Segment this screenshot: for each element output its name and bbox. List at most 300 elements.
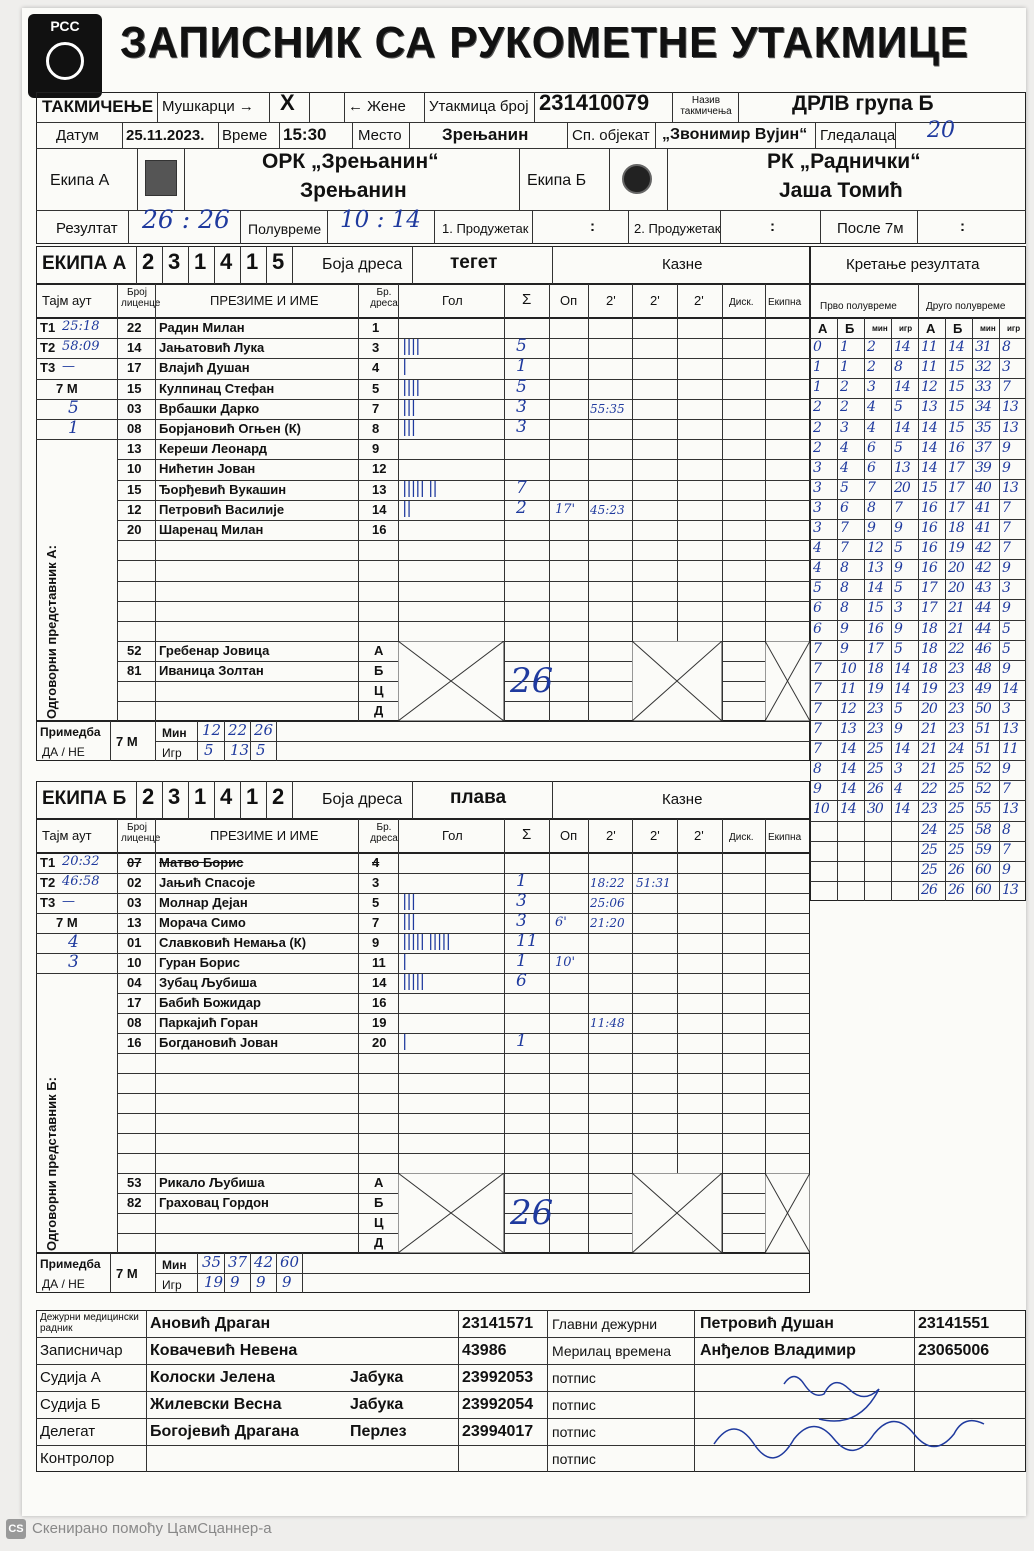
score-flow-cell: 34 <box>975 399 991 416</box>
grid-line <box>722 284 723 318</box>
venue-label: Сп. објекат <box>572 127 650 144</box>
team_b-official-letter: А <box>374 1175 384 1190</box>
score-flow-cell: 2 <box>867 339 875 356</box>
grid-line <box>549 819 550 853</box>
score-flow-cell: 15 <box>921 479 937 496</box>
score-flow-cell: 16 <box>948 439 964 456</box>
team_b-player-licence: 01 <box>127 935 142 950</box>
after7-value: : <box>960 218 965 235</box>
score-flow-cell: 26 <box>948 861 964 878</box>
score-flow-cell: 3 <box>813 520 821 536</box>
grid-line <box>358 853 359 1253</box>
team_b-head-to: Тајм аут <box>42 828 92 843</box>
team_a-official-licence: 52 <box>127 643 142 659</box>
score-flow-cell: 14 <box>921 419 937 436</box>
score-flow-head-a: А <box>818 321 828 336</box>
team_b-official-letter: Ц <box>374 1215 384 1230</box>
score-flow-cell: 18 <box>921 660 937 677</box>
team_a-timeout-label: 7 М <box>56 380 78 396</box>
score-flow-cell: 31 <box>975 339 991 356</box>
score-flow-cell: 2 <box>813 399 821 416</box>
grid-line <box>632 819 633 853</box>
score-flow-cell: 35 <box>975 419 991 436</box>
score-flow-cell: 13 <box>1002 881 1018 898</box>
score-flow-cell: 14 <box>894 801 910 818</box>
team_b-jersey-color-label: Боја дреса <box>322 791 403 808</box>
team_a-head-lic: Број лиценце <box>121 287 161 309</box>
team_b-min-label: Мин <box>162 1258 187 1272</box>
score-flow-cell: 55 <box>975 801 991 818</box>
team_b-7m-minute: 35 <box>202 1253 222 1271</box>
team_a-player-name: Борјановић Огњен (К) <box>159 421 301 436</box>
team_b-player-licence: 16 <box>127 1035 142 1050</box>
team_b-player-penalty-1: 21:20 <box>590 916 625 930</box>
score-flow-cell: 7 <box>1002 379 1010 396</box>
grid-line <box>110 721 111 761</box>
score-flow-cell: 15 <box>948 359 964 376</box>
team_b-player-licence: 13 <box>127 915 142 930</box>
team_b-timeout-value: 46:58 <box>62 874 100 889</box>
score-flow-cell: 14 <box>921 439 937 456</box>
team_a-player-licence: 15 <box>127 380 142 396</box>
team_b-player-licence: 10 <box>127 955 142 970</box>
score-flow-cell: 7 <box>813 680 821 697</box>
grid-line <box>250 1253 251 1293</box>
score-flow-cell: 25 <box>867 741 883 758</box>
team_a-code-digit: 2 <box>142 249 155 274</box>
grid-line <box>117 819 118 853</box>
score-flow-cell: 4 <box>813 540 821 557</box>
score-flow-cell: 16 <box>921 540 937 557</box>
team_b-timeout-label: Т2 <box>40 875 56 890</box>
team_b-player-goals: ||| <box>402 891 416 910</box>
team_a-player-goals: |||| <box>402 376 420 396</box>
team_b-official-licence: 53 <box>127 1175 142 1190</box>
grid-line <box>504 318 505 721</box>
team_b-player-name: Паркајић Горан <box>159 1015 259 1030</box>
score-flow-cell: 13 <box>1002 399 1018 416</box>
score-flow-cell: 13 <box>1002 419 1018 436</box>
men-mark: X <box>280 90 295 115</box>
team_a-7m-label: 7 М <box>116 734 138 750</box>
score-flow-cell: 42 <box>975 540 991 557</box>
team_a-player-jersey: 14 <box>372 501 387 517</box>
result-value: 26 : 26 <box>142 205 230 234</box>
team_a-player-licence: 08 <box>127 421 142 436</box>
team_b-head-warn: Оп <box>560 828 578 843</box>
team_a-head-p2: 2' <box>650 293 660 308</box>
grid-line <box>117 540 810 541</box>
score-flow-cell: 41 <box>975 520 991 536</box>
grid-line <box>504 284 505 318</box>
team_b-player-sum: 3 <box>516 891 527 911</box>
team_a-player-warning: 17' <box>555 501 576 517</box>
score-flow-cell: 20 <box>894 479 910 496</box>
score-flow-cell: 6 <box>813 620 821 637</box>
team_b-player-goals: ||||| <box>402 971 424 990</box>
grid-line <box>398 819 399 853</box>
team_a-total-goals: 26 <box>510 661 554 702</box>
score-flow-cell: 17 <box>948 459 964 476</box>
score-flow-cell: 9 <box>1002 660 1010 677</box>
team_b-7m-minute: 37 <box>228 1253 248 1271</box>
team_a-player-jersey: 8 <box>372 421 380 436</box>
official-role: Судија Б <box>40 1396 101 1413</box>
official-licence-2: 23065006 <box>918 1342 990 1359</box>
team_b-7m-label: 7 М <box>116 1266 138 1281</box>
team_a-player-name: Врбашки Дарко <box>159 400 260 416</box>
team_b-remark-label: Примедба <box>40 1257 101 1271</box>
score-flow-cell: 4 <box>840 439 848 456</box>
team_b-player-sum: 1 <box>516 951 527 971</box>
team_a-head-disq: Диск. <box>729 297 754 308</box>
team_b-player-licence: 02 <box>127 875 142 890</box>
team_b-official-name: Рикало Љубиша <box>159 1175 265 1190</box>
team_b-cross-box <box>398 1173 504 1253</box>
score-flow-cell: 9 <box>894 520 902 536</box>
score-flow-cell: 9 <box>1002 459 1010 476</box>
team_a-player-jersey: 13 <box>372 481 387 497</box>
team_a-player-licence: 22 <box>127 320 142 335</box>
score-flow-cell: 18 <box>921 640 937 657</box>
team_b-player-sum: 3 <box>516 911 527 931</box>
score-flow-cell: 14 <box>894 419 910 436</box>
score-flow-cell: 37 <box>975 439 991 456</box>
team_b-7m-player: 9 <box>282 1273 292 1291</box>
team_a-official-letter: Ц <box>374 683 384 699</box>
team_a-player-licence: 20 <box>127 522 142 537</box>
spectators-value: 20 <box>927 118 955 143</box>
team_a-timeout-value: 58:09 <box>62 339 100 355</box>
official-name: Колоски Јелена <box>150 1369 276 1386</box>
grid-line <box>765 819 766 853</box>
score-flow-cell: 51 <box>975 721 991 737</box>
team_a-player-licence: 03 <box>127 400 142 416</box>
team_a-player-jersey: 12 <box>372 461 387 477</box>
team_a-jersey-color: тегет <box>450 252 498 273</box>
after7-label: После 7м <box>837 220 904 237</box>
team_b-head-p3: 2' <box>694 828 704 843</box>
team_a-timeout-value: 1 <box>68 418 79 438</box>
team_a-player-sum: 5 <box>516 336 527 357</box>
score-flow-cell: 23 <box>867 700 883 717</box>
team_a-player-jersey: 5 <box>372 380 380 396</box>
score-flow-cell: 23 <box>948 721 964 737</box>
score-flow-cell: 19 <box>867 680 883 697</box>
grid-line <box>972 318 973 901</box>
score-flow-cell: 60 <box>975 861 991 878</box>
score-flow-head-b: Б <box>845 321 855 336</box>
team_b-label: ЕКИПА Б <box>42 788 127 809</box>
team_b-player-name: Матво Борис <box>159 855 244 870</box>
score-flow-cell: 14 <box>921 459 937 476</box>
score-flow-cell: 17 <box>948 499 964 516</box>
team_a-official-letter: Д <box>374 703 384 719</box>
team_b-cross-box <box>765 1173 810 1253</box>
score-flow-cell: 13 <box>840 721 856 737</box>
score-flow-cell: 9 <box>894 721 902 737</box>
score-flow-cell: 1 <box>840 359 848 376</box>
team_b-player-jersey: 20 <box>372 1035 387 1050</box>
official-role-2: потпис <box>552 1451 596 1467</box>
team_a-player-jersey: 16 <box>372 522 387 537</box>
score-flow-cell: 25 <box>948 841 964 858</box>
team_a-7m-minute: 22 <box>228 721 248 740</box>
team_a-head-team: Екипна <box>768 297 802 308</box>
grid-line <box>292 246 293 284</box>
score-flow-cell: 14 <box>840 801 856 818</box>
score-flow-cell: 5 <box>894 640 902 657</box>
grid-line <box>110 1253 111 1293</box>
team_a-player-licence: 15 <box>127 481 142 497</box>
official-licence: 43986 <box>462 1342 507 1359</box>
grid-line <box>117 581 810 582</box>
score-flow-cell: 7 <box>840 520 848 536</box>
score-flow-cell: 12 <box>867 540 883 557</box>
score-flow-cell: 42 <box>975 560 991 577</box>
score-flow-cell: 13 <box>1002 721 1018 737</box>
team_b-player-name: Богдановић Јован <box>159 1035 279 1050</box>
grid-line <box>918 318 919 901</box>
score-flow-cell: 21 <box>948 620 964 637</box>
grid-line <box>162 781 163 819</box>
grid-line <box>155 741 810 742</box>
team_b-head-sum: Σ <box>522 826 532 843</box>
team_b-player-penalty-1: 25:06 <box>590 896 625 910</box>
score-flow-cell: 8 <box>840 560 848 577</box>
score-flow-cell: 49 <box>975 680 991 697</box>
team_a-7m-player: 5 <box>256 741 266 760</box>
score-flow-head-igr: игр <box>1007 324 1021 333</box>
team_a-player-goals: ||| <box>402 417 416 436</box>
score-flow-cell: 9 <box>1002 439 1010 456</box>
grid-line <box>810 861 1026 862</box>
team_b-official-licence: 82 <box>127 1195 142 1210</box>
score-flow-cell: 25 <box>948 781 964 798</box>
score-flow-cell: 3 <box>813 459 821 476</box>
score-flow-cell: 13 <box>867 560 883 577</box>
score-flow-cell: 2 <box>813 439 821 456</box>
score-flow-label: Кретање резултата <box>846 256 980 273</box>
score-flow-head-igr: игр <box>899 324 913 333</box>
team_b-penalties-label: Казне <box>662 791 703 808</box>
official-name: Ановић Драган <box>150 1315 271 1332</box>
official-licence: 23992053 <box>462 1369 534 1386</box>
second-half-label: Друго полувреме <box>926 301 1006 312</box>
handball-icon <box>46 42 84 80</box>
team_a-timeout-label: Т2 <box>40 340 56 356</box>
score-flow-cell: 3 <box>867 379 875 396</box>
score-flow-cell: 8 <box>894 359 902 376</box>
score-flow-cell: 2 <box>813 419 821 436</box>
team_a-official-letter: А <box>374 643 384 659</box>
grid-line <box>504 819 505 853</box>
score-flow-cell: 3 <box>1002 580 1010 597</box>
grid-line <box>146 1310 147 1472</box>
team_a-official-letter: Б <box>374 663 384 679</box>
score-flow-cell: 23 <box>921 801 937 818</box>
score-flow-cell: 13 <box>894 459 910 476</box>
score-flow-cell: 11 <box>921 359 937 376</box>
team_b-total-goals: 26 <box>510 1193 554 1233</box>
team_b-code-digit: 2 <box>272 784 285 809</box>
team_b-player-sum: 11 <box>516 931 538 951</box>
grid-line <box>549 284 550 318</box>
grid-line <box>552 781 553 819</box>
team_b-player-licence: 03 <box>127 895 142 910</box>
grid-line <box>117 1073 810 1074</box>
team_b-player-licence: 17 <box>127 995 142 1010</box>
score-flow-cell: 8 <box>813 761 821 778</box>
team_a-player-name: Радин Милан <box>159 320 245 335</box>
team_b-player-jersey: 14 <box>372 975 387 990</box>
grid-line <box>999 318 1000 901</box>
competition-name: ДРЛВ група Б <box>792 92 934 115</box>
team_b-timeout-value: — <box>62 894 75 909</box>
score-flow-cell: 30 <box>867 801 883 818</box>
score-flow-cell: 9 <box>867 520 875 536</box>
result-label: Резултат <box>56 220 118 237</box>
team_a-player-sum: 3 <box>516 417 527 437</box>
score-flow-cell: 25 <box>921 861 937 878</box>
team_a-7m-player: 5 <box>204 741 214 760</box>
team_b-player-warning: 6' <box>555 915 567 930</box>
team_b-timeout-value: 20:32 <box>62 854 100 869</box>
score-flow-cell: 18 <box>867 660 883 677</box>
score-flow-cell: 7 <box>813 721 821 737</box>
half-label: Полувреме <box>248 221 322 237</box>
score-flow-cell: 24 <box>948 741 964 758</box>
team_b-jersey-color: плава <box>450 787 507 808</box>
score-flow-cell: 22 <box>921 781 937 798</box>
score-flow-cell: 9 <box>840 620 848 637</box>
team_a-player-sum: 5 <box>516 376 527 397</box>
official-role: Делегат <box>40 1423 96 1440</box>
grid-line <box>36 973 117 974</box>
grid-line <box>412 781 413 819</box>
team_a-official-name: Иваница Золтан <box>159 663 264 679</box>
team_b-player-warning: 10' <box>555 955 576 970</box>
score-flow-cell: 33 <box>975 379 991 396</box>
score-flow-cell: 9 <box>840 640 848 657</box>
ot1-value: : <box>590 218 595 235</box>
camscanner-icon: CS <box>6 1519 26 1539</box>
team_a-player-licence: 17 <box>127 360 142 376</box>
team_a-player-goals: || <box>402 497 411 517</box>
grid-line <box>250 721 251 761</box>
grid-line <box>240 246 241 284</box>
team_a-cross-box <box>398 641 504 721</box>
grid-line <box>36 1337 1026 1338</box>
scanner-footer <box>6 1519 272 1539</box>
footer-text: Скенирано помоћу ЦамСцаннер-а <box>32 1519 272 1537</box>
grid-line <box>136 781 137 819</box>
grid-line <box>810 841 1026 842</box>
team_a-player-licence: 13 <box>127 441 142 457</box>
official-name: Жилевски Весна <box>150 1396 282 1413</box>
grid-line <box>117 284 118 318</box>
team_b-representative-label: Одговорни представник Б: <box>44 1077 59 1251</box>
match-number: 231410079 <box>539 90 650 115</box>
team_b-head-no: Бр. дреса <box>370 822 398 844</box>
team_b-head-disq: Диск. <box>729 832 754 843</box>
team_b-code-digit: 2 <box>142 784 155 809</box>
score-flow-cell: 25 <box>921 841 937 858</box>
rss-logo <box>28 14 102 98</box>
score-flow-head-a: А <box>926 321 936 336</box>
team_a-player-name: Влајић Душан <box>159 360 250 376</box>
grid-line <box>155 284 156 318</box>
team-a-name: ОРК „Зрењанин“ <box>262 150 439 173</box>
grid-line <box>358 284 359 318</box>
team_a-official-licence: 81 <box>127 663 142 679</box>
score-flow-cell: 23 <box>948 700 964 717</box>
score-flow-cell: 6 <box>813 600 821 617</box>
score-flow-cell: 59 <box>975 841 991 858</box>
score-flow-cell: 13 <box>1002 801 1018 818</box>
official-role-2: Главни дежурни <box>552 1316 658 1332</box>
score-flow-cell: 8 <box>867 499 875 516</box>
team_b-official-letter: Б <box>374 1195 384 1210</box>
grid-line <box>918 284 919 318</box>
score-flow-cell: 7 <box>1002 841 1010 858</box>
team_b-official-name: Граховац Гордон <box>159 1195 269 1210</box>
team_b-player-jersey: 7 <box>372 915 380 930</box>
logo-text: РСС <box>50 18 80 34</box>
score-flow-cell: 7 <box>813 640 821 657</box>
score-flow-cell: 9 <box>1002 761 1010 778</box>
team_b-player-goals: | <box>402 951 407 970</box>
grid-line <box>588 284 589 318</box>
grid-line <box>810 821 1026 822</box>
score-flow-cell: 46 <box>975 640 991 657</box>
team_b-player-sum: 1 <box>516 1031 527 1051</box>
score-flow-cell: 44 <box>975 620 991 637</box>
grid-line <box>117 1133 810 1134</box>
team_b-cross-box <box>632 1173 722 1253</box>
score-flow-cell: 8 <box>840 600 848 617</box>
team_b-player-name: Морача Симо <box>159 915 246 930</box>
match-no-label: Утакмица број <box>429 98 529 115</box>
score-flow-cell: 13 <box>921 399 937 416</box>
team_a-7m-minute: 12 <box>202 721 222 740</box>
official-name: Ковачевић Невена <box>150 1342 298 1359</box>
score-flow-cell: 9 <box>1002 560 1010 577</box>
score-flow-cell: 0 <box>813 339 821 356</box>
score-flow-cell: 4 <box>867 399 875 416</box>
grid-line <box>188 246 189 284</box>
grid-line <box>162 246 163 284</box>
team_a-official-name: Гребенар Јовица <box>159 643 270 659</box>
official-name-2: Петровић Душан <box>700 1315 834 1332</box>
team_a-player-name: Кулпинац Стефан <box>159 380 275 396</box>
score-flow-cell: 52 <box>975 781 991 798</box>
team_b-player-name: Јањић Спасоје <box>159 875 256 890</box>
grid-line <box>677 284 678 318</box>
grid-line <box>117 1053 810 1054</box>
official-city: Јабука <box>350 1396 404 1413</box>
team_b-head-p1: 2' <box>606 828 616 843</box>
official-name: Богојевић Драгана <box>150 1423 299 1440</box>
grid-line <box>722 819 723 853</box>
grid-line <box>632 284 633 318</box>
grid-line <box>117 1153 810 1154</box>
score-flow-cell: 25 <box>948 821 964 838</box>
grid-line <box>155 853 156 1253</box>
score-flow-cell: 9 <box>813 781 821 798</box>
team_a-player-sum: 2 <box>516 497 527 518</box>
grid-line <box>677 819 678 853</box>
